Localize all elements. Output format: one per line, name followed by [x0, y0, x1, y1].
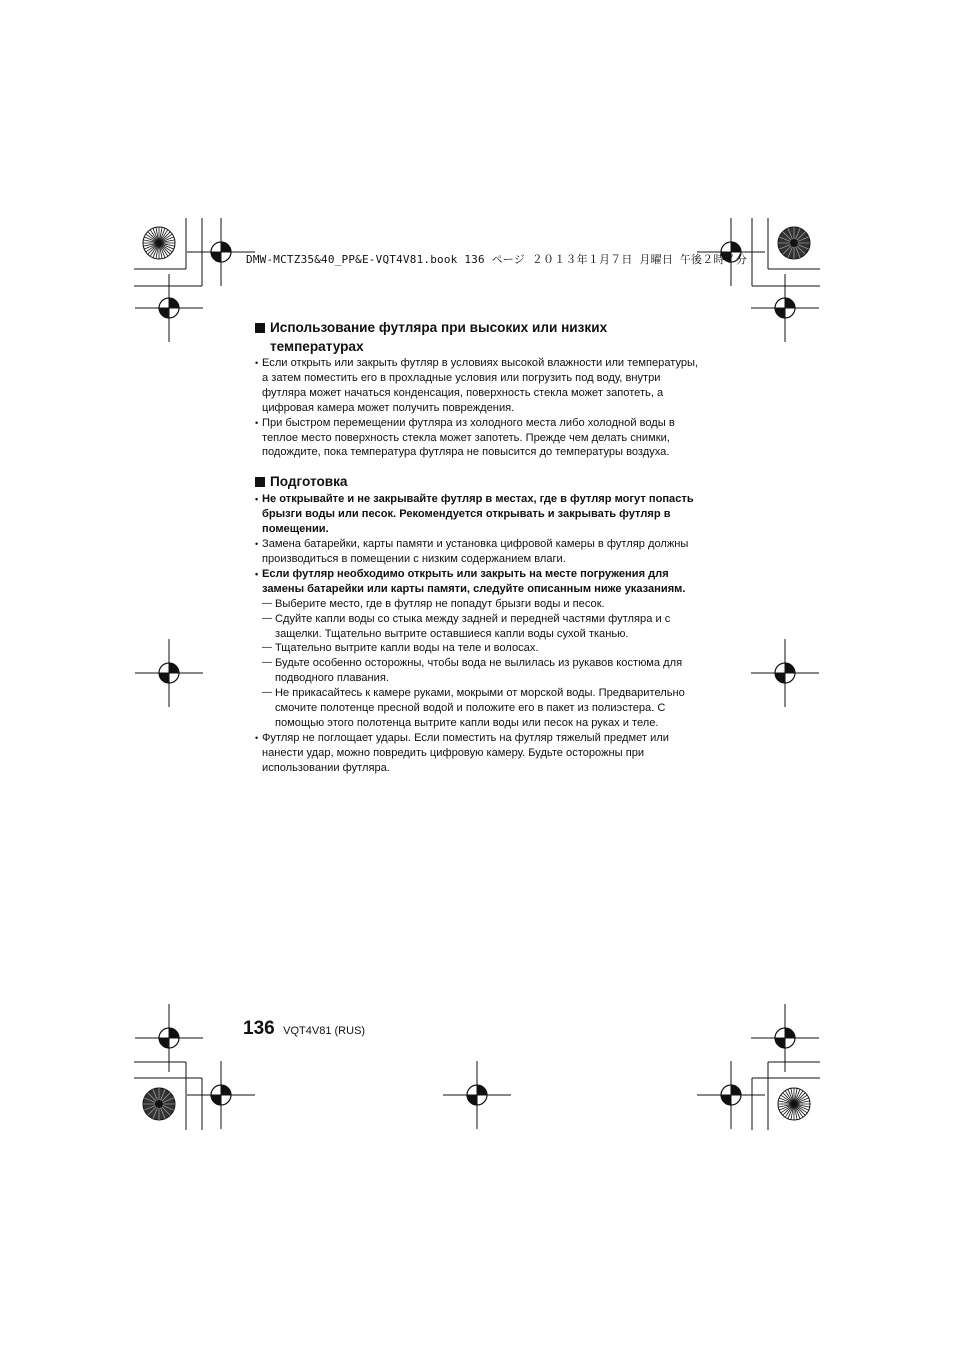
- bullet-list: [255, 731, 703, 776]
- section-title-text: Подготовка: [270, 474, 348, 490]
- registration-mark-icon: [751, 639, 819, 707]
- dash-list: [255, 597, 703, 731]
- sunburst-target-icon: [778, 227, 810, 259]
- dash-item: — Выберите место, где в футляр не попадут брызги воды и песок.: [262, 597, 703, 612]
- section-title: [255, 472, 703, 491]
- registration-mark-icon: [135, 639, 203, 707]
- list-item: • Футляр не поглощает удары. Если поместить на футляр тяжелый предмет или нанести удар, можно повредить цифровую камеру. Будьте осторожны при использовании футляра.: [255, 731, 703, 776]
- dash-item: — Не прикасайтесь к камере руками, мокрыми от морской воды. Предварительно смочите полотенце пресной водой и положите его в пакет из полиэстера. С помощью этого полотенца вытрите капли воды или песок на руках и теле.: [262, 686, 703, 731]
- file-info-line: DMW-MCTZ35&40_PP&E-VQT4V81.book 136 ページ ２０１３年１月７日 月曜日 午後２時７分: [246, 253, 748, 266]
- bullet-list: [255, 492, 703, 596]
- page-footer: [243, 1018, 365, 1040]
- registration-mark-icon: [751, 274, 819, 342]
- section-title: [255, 318, 703, 356]
- registration-mark-icon: [443, 1061, 511, 1129]
- list-item: • Если футляр необходимо открыть или закрыть на месте погружения для замены батарейки или карты памяти, следуйте описанным ниже указаниям.: [255, 567, 703, 597]
- page-number: 136: [243, 1018, 275, 1039]
- dash-item: — Сдуйте капли воды со стыка между задней и передней частями футляра и с защелки. Тщательно вытрите оставшиеся капли воды сухой тканью.: [262, 612, 703, 642]
- page-content: [255, 318, 703, 776]
- list-item: • Замена батарейки, карты памяти и установка цифровой камеры в футляр должны производиться в помещении с низким содержанием влаги.: [255, 537, 703, 567]
- sunburst-target-icon: [143, 1088, 175, 1120]
- list-item: • Не открывайте и не закрывайте футляр в местах, где в футляр могут попасть брызги воды или песок. Рекомендуется открывать и закрывать футляр в помещении.: [255, 492, 703, 537]
- sunburst-target-icon: [143, 227, 175, 259]
- registration-mark-icon: [187, 1061, 255, 1129]
- square-bullet-icon: [255, 477, 265, 487]
- registration-mark-icon: [697, 1061, 765, 1129]
- section-title-text: Использование футляра при высоких или низких температурах: [270, 320, 608, 354]
- square-bullet-icon: [255, 323, 265, 333]
- registration-mark-icon: [135, 274, 203, 342]
- dash-item: — Будьте особенно осторожны, чтобы вода не вылилась из рукавов костюма для подводного плавания.: [262, 656, 703, 686]
- list-item: • Если открыть или закрыть футляр в условиях высокой влажности или температуры, а затем поместить его в прохладные условия или погрузить под воду, внутри футляра может начаться конденсация, поверхность стекла может запотеть, а цифровая камера может получить повреждения.: [255, 356, 703, 416]
- list-item: • При быстром перемещении футляра из холодного места либо холодной воды в теплое место поверхность стекла может запотеть. Прежде чем делать снимки, подождите, пока температура футляра не повысится до температуры воздуха.: [255, 416, 703, 461]
- sunburst-target-icon: [778, 1088, 810, 1120]
- registration-mark-icon: [187, 218, 255, 286]
- dash-item: — Тщательно вытрите капли воды на теле и волосах.: [262, 641, 703, 656]
- bullet-list: [255, 356, 703, 460]
- document-code: VQT4V81 (RUS): [283, 1025, 366, 1037]
